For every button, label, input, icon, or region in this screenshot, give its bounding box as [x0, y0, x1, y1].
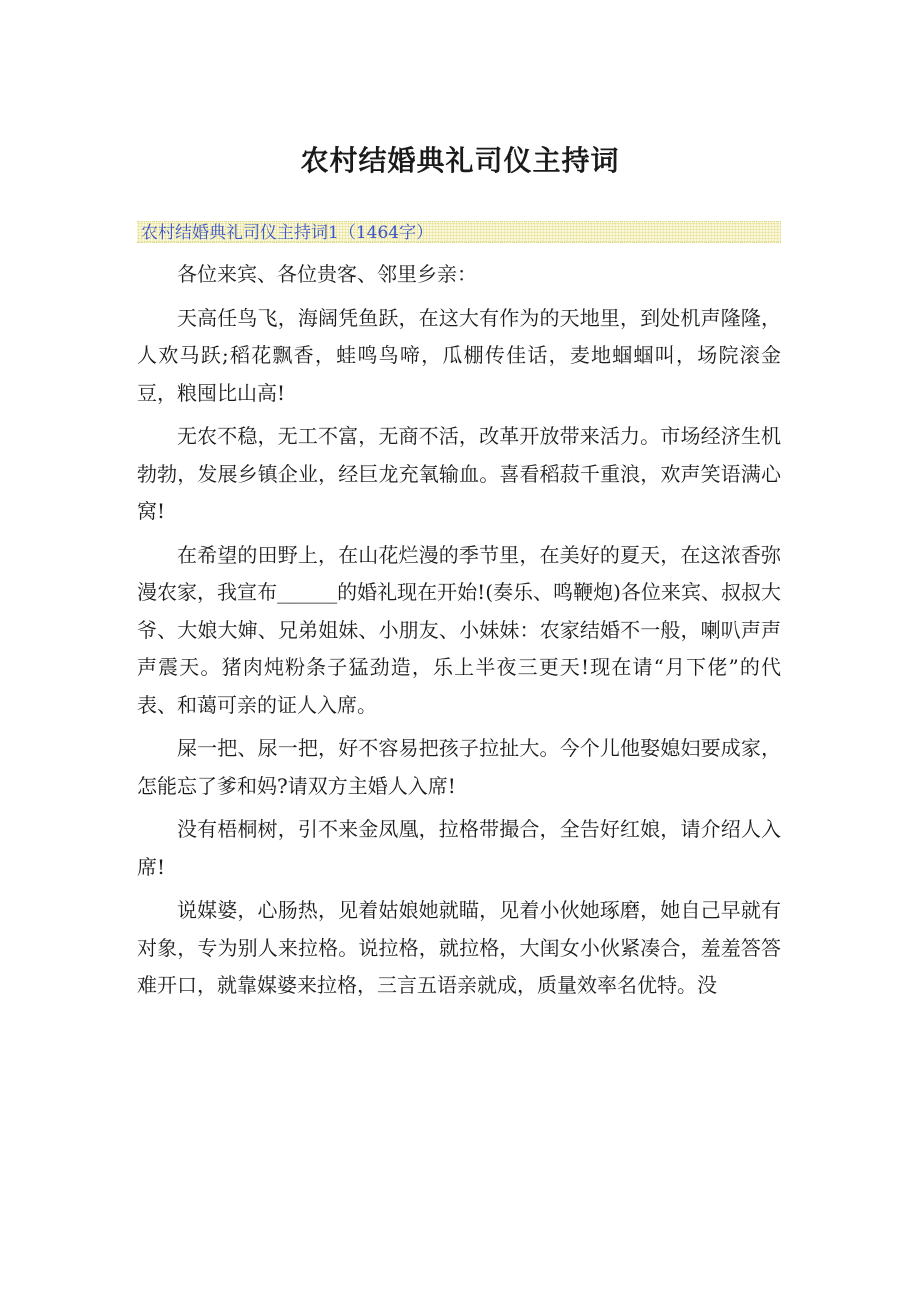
- paragraph: 天高任鸟飞，海阔凭鱼跃，在这大有作为的天地里，到处机声隆隆，人欢马跃;稻花飘香，蛙鸣鸟啼，瓜棚传佳话，麦地蝈蝈叫，场院滚金豆，粮囤比山高!: [137, 305, 781, 405]
- paragraph: 无农不稳，无工不富，无商不活，改革开放带来活力。市场经济生机勃勃，发展乡镇企业，经巨龙充氧输血。喜看稻菽千重浪，欢声笑语满心窝!: [137, 424, 781, 523]
- body-text: [137, 256, 781, 1011]
- paragraph-greeting: 各位来宾、各位贵客、邻里乡亲：: [177, 262, 477, 286]
- paragraph: 屎一把、尿一把，好不容易把孩子拉扯大。今个儿他娶媳妇要成家，怎能忘了爹和妈?请双方主婚人入席!: [137, 736, 781, 798]
- section-heading[interactable]: 农村结婚典礼司仪主持词1（1464字）: [137, 221, 781, 243]
- page-title: 农村结婚典礼司仪主持词: [300, 144, 620, 177]
- paragraph: 在希望的田野上，在山花烂漫的季节里，在美好的夏天，在这浓香弥漫农家，我宣布______的婚礼现在开始!(奏乐、鸣鞭炮)各位来宾、叔叔大爷、大娘大婶、兄弟姐妹、小朋友、小妹妹：农家结婚不一般，喇叭声声声震天。猪肉炖粉条子猛劲造，乐上半夜三更天!现在请“月下佬”的代表、和蔼可亲的证人入席。: [137, 542, 781, 717]
- paragraph: 说媒婆，心肠热，见着姑娘她就瞄，见着小伙她琢磨，她自己早就有对象，专为别人来拉格。说拉格，就拉格，大闺女小伙紧凑合，羞羞答答难开口，就靠媒婆来拉格，三言五语亲就成，质量效率名优特。没: [137, 898, 781, 997]
- paragraph: 没有梧桐树，引不来金凤凰，拉格带撮合，全告好红娘，请介绍人入席!: [137, 817, 781, 879]
